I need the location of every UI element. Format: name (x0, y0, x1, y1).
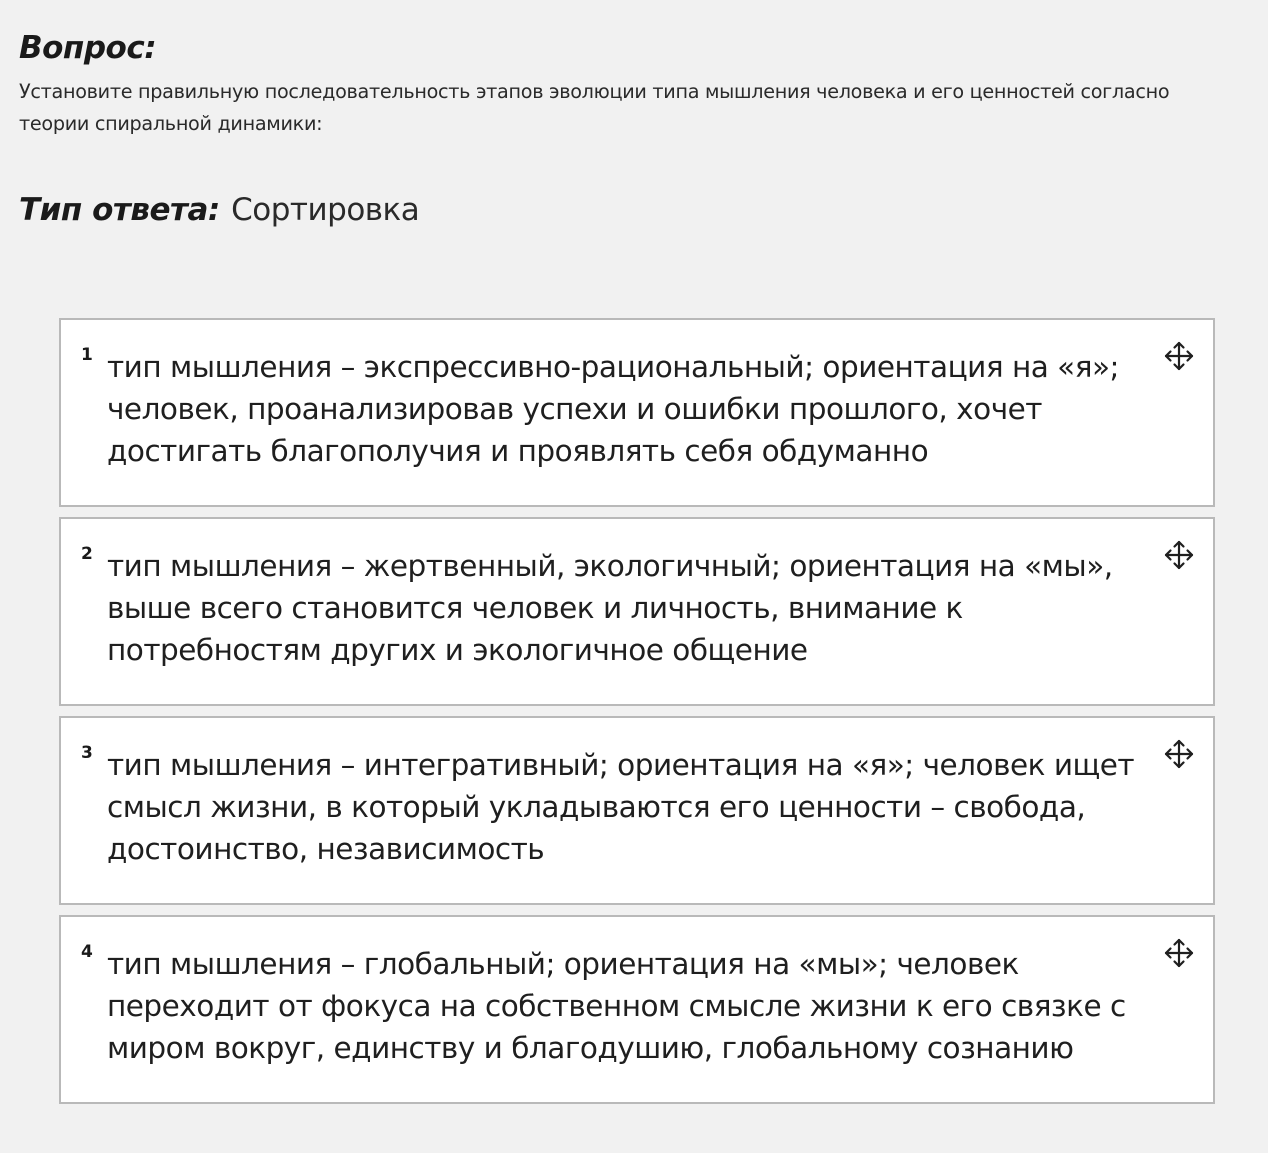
sortable-item-4[interactable] (59, 915, 1215, 1104)
question-text: Установите правильную последовательность этапов эволюции типа мышления человека и его ценностей согласно теории спиральной динамики: (19, 80, 1170, 135)
item-text: тип мышления – интегративный; ориентация на «я»; человек ищет смысл жизни, в который укладываются его ценности – свобода, достоинство, независимость (107, 748, 1135, 866)
item-number: 4 (81, 942, 93, 962)
question-heading: Вопрос: (19, 30, 157, 66)
sortable-item-1[interactable] (59, 318, 1215, 507)
answer-type-label: Тип ответа: (19, 192, 220, 228)
item-number: 1 (81, 345, 93, 365)
move-icon[interactable] (1163, 738, 1195, 770)
move-icon-graphic (1163, 738, 1195, 770)
move-icon-graphic (1163, 937, 1195, 969)
answer-type-value: Сортировка (231, 192, 420, 228)
item-number: 3 (81, 743, 93, 763)
item-text: тип мышления – жертвенный, экологичный; ориентация на «мы», выше всего становится человек и личность, внимание к потребностям других и экологичное общение (107, 549, 1113, 667)
sortable-item-3[interactable] (59, 716, 1215, 905)
item-text: тип мышления – глобальный; ориентация на «мы»; человек переходит от фокуса на собственном смысле жизни к его связке с миром вокруг, единству и благодушию, глобальному сознанию (107, 947, 1126, 1065)
move-icon-graphic (1163, 539, 1195, 571)
item-text: тип мышления – экспрессивно-рациональный; ориентация на «я»; человек, проанализировав успехи и ошибки прошлого, хочет достигать благополучия и проявлять себя обдуманно (107, 350, 1119, 468)
sortable-item-2[interactable] (59, 517, 1215, 706)
move-icon[interactable] (1163, 340, 1195, 372)
move-icon[interactable] (1163, 937, 1195, 969)
sortable-list (59, 318, 1215, 1114)
item-number: 2 (81, 544, 93, 564)
move-icon[interactable] (1163, 539, 1195, 571)
answer-type (19, 192, 419, 228)
move-icon-graphic (1163, 340, 1195, 372)
